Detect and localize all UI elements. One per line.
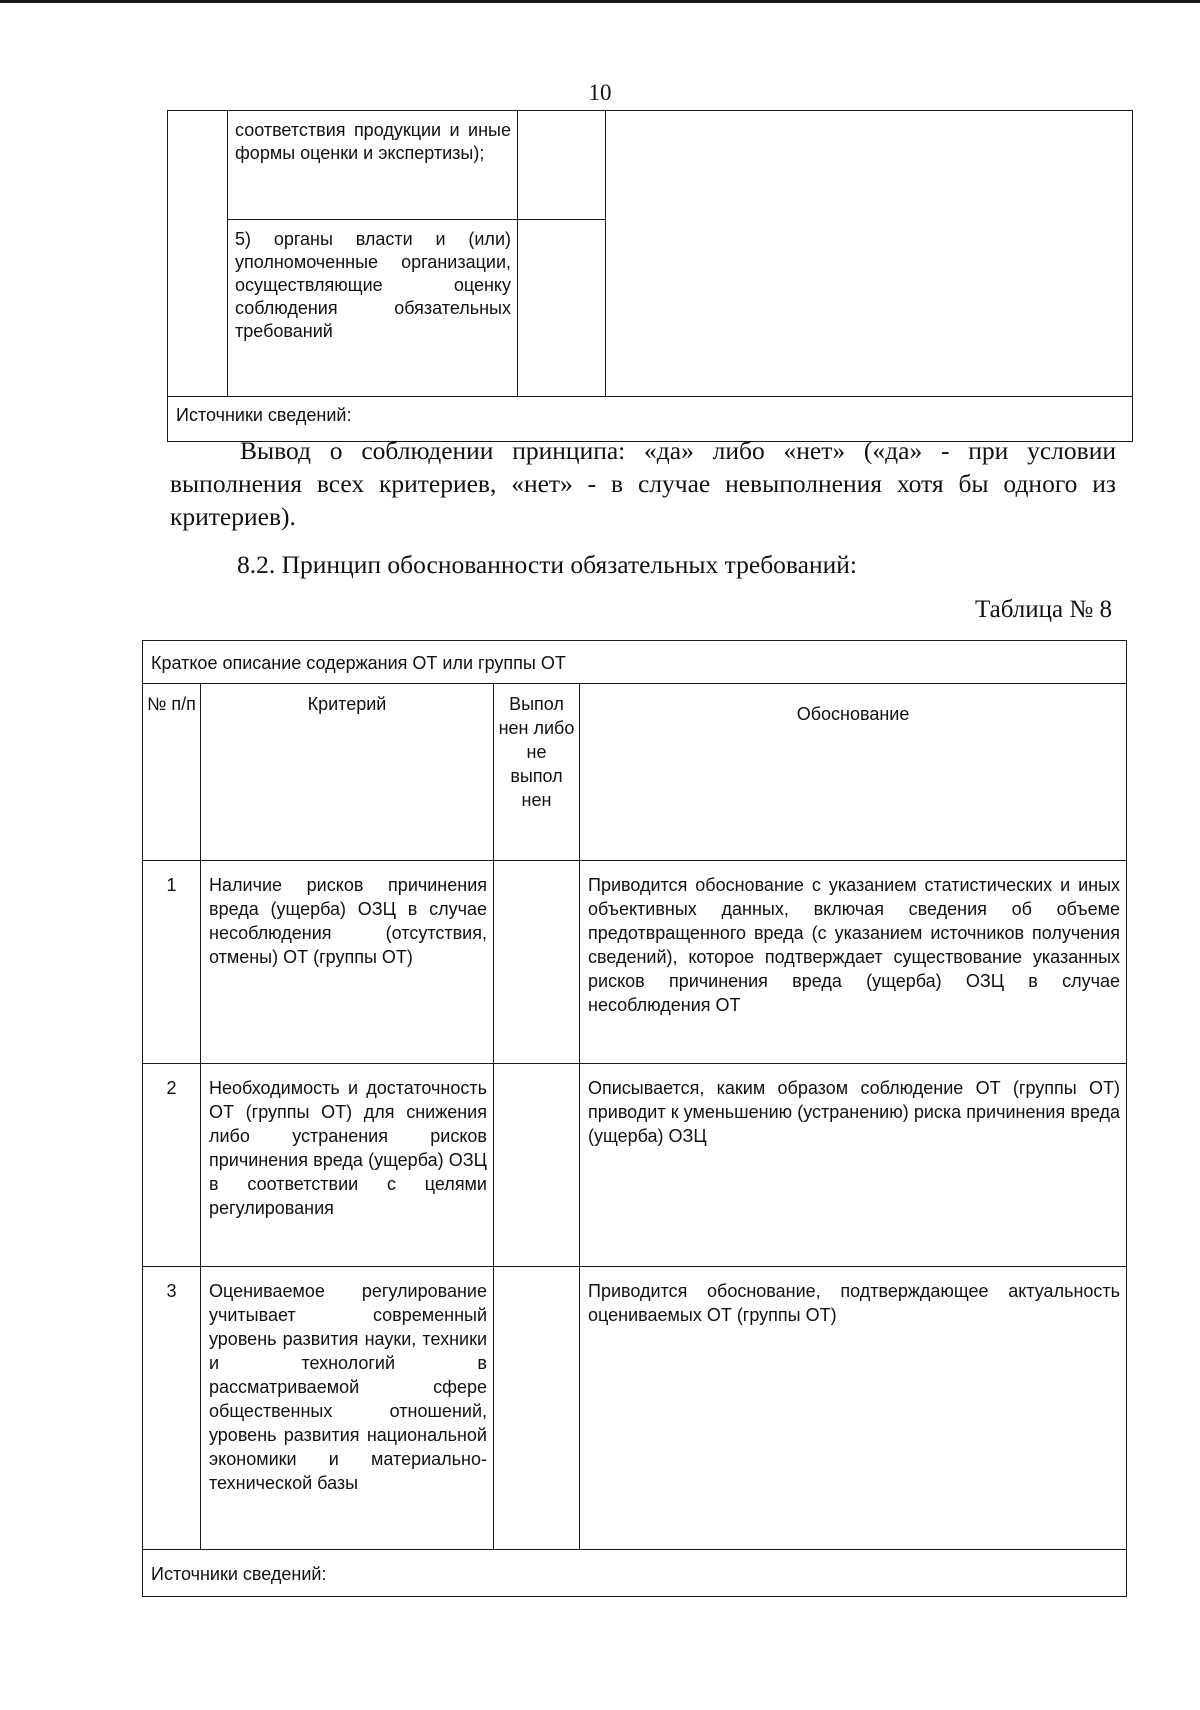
row-number: 2 <box>143 1064 201 1267</box>
row-fulfilled <box>494 861 580 1064</box>
table-description-row <box>143 641 1127 684</box>
table-continuation <box>167 110 1133 442</box>
table-8 <box>142 640 1127 1597</box>
table-cell-criterion <box>228 111 518 220</box>
header-fulfilled: Выпол нен либо не выпол нен <box>494 684 580 861</box>
row-fulfilled <box>494 1267 580 1550</box>
section-heading: 8.2. Принцип обоснованности обязательных требований: <box>237 550 857 579</box>
table-cell-fulfilled <box>518 220 606 397</box>
criterion-text: соответствия продукции и иные формы оценки и экспертизы); <box>235 120 511 163</box>
row-justification: Описывается, каким образом соблюдение ОТ (группы ОТ) приводит к уменьшению (устранению) риска причинения вреда (ущерба) ОЗЦ <box>580 1064 1127 1267</box>
row-criterion: Необходимость и достаточность ОТ (группы ОТ) для снижения либо устранения рисков причинения вреда (ущерба) ОЗЦ в соответствии с целями регулирования <box>201 1064 494 1267</box>
scan-top-edge <box>0 0 1200 3</box>
conclusion-paragraph: Вывод о соблюдении принципа: «да» либо «нет» («да» - при условии выполнения всех критериев, «нет» - в случае невыполнения хотя бы одного из критериев). <box>170 436 1116 531</box>
table-cell-justification <box>606 111 1133 397</box>
sources-label: Источники сведений: <box>176 405 352 425</box>
table-row <box>143 1267 1127 1550</box>
header-justification: Обоснование <box>580 684 1127 861</box>
row-justification: Приводится обоснование, подтверждающее актуальность оцениваемых ОТ (группы ОТ) <box>580 1267 1127 1550</box>
table-row <box>168 111 1133 220</box>
row-criterion: Наличие рисков причинения вреда (ущерба) ОЗЦ в случае несоблюдения (отсутствия, отмены) ОТ (группы ОТ) <box>201 861 494 1064</box>
page-number: 10 <box>588 80 612 105</box>
row-fulfilled <box>494 1064 580 1267</box>
criterion-text: 5) органы власти и (или) уполномоченные организации, осуществляющие оценку соблюдения обязательных требований <box>235 229 511 341</box>
table-row <box>143 861 1127 1064</box>
header-criterion: Критерий <box>201 684 494 861</box>
table-cell-fulfilled <box>518 111 606 220</box>
sources-label: Источники сведений: <box>151 1564 327 1584</box>
table-cell-number <box>168 111 228 397</box>
table-row-sources <box>143 1550 1127 1597</box>
table-caption: Таблица № 8 <box>974 596 1112 623</box>
table-header-row <box>143 684 1127 861</box>
header-number: № п/п <box>143 684 201 861</box>
table-cell-criterion <box>228 220 518 397</box>
row-number: 3 <box>143 1267 201 1550</box>
row-number: 1 <box>143 861 201 1064</box>
description-cell <box>143 641 1127 684</box>
table-row <box>143 1064 1127 1267</box>
sources-cell <box>143 1550 1127 1597</box>
row-criterion: Оцениваемое регулирование учитывает современный уровень развития науки, техники и технологий в рассматриваемой сфере общественных отношений, уровень развития национальной экономики и материально-технической базы <box>201 1267 494 1550</box>
row-justification: Приводится обоснование с указанием статистических и иных объективных данных, включая сведения об объеме предотвращенного вреда (с указанием источников получения сведений), которое подтверждает существование указанных рисков причинения вреда (ущерба) ОЗЦ в случае несоблюдения ОТ <box>580 861 1127 1064</box>
description-label: Краткое описание содержания ОТ или группы ОТ <box>151 653 566 673</box>
